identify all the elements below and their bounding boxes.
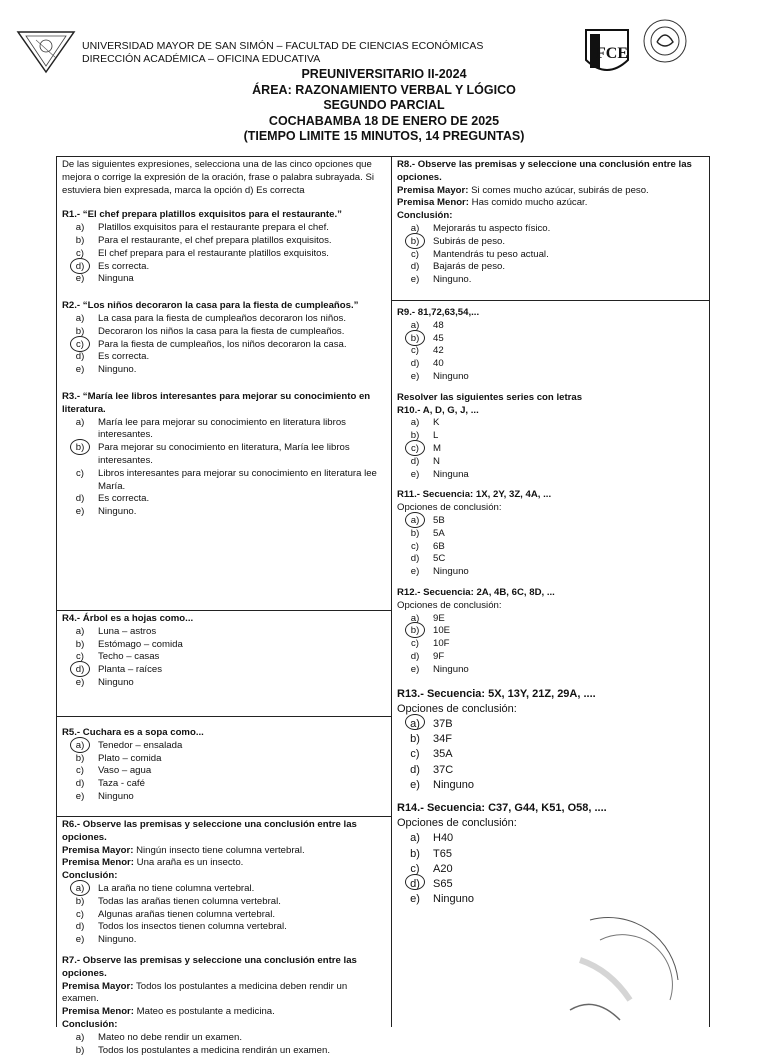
answer-circle-icon bbox=[405, 233, 425, 249]
question-r4: R4.- Árbol es a hojas como... bbox=[62, 613, 194, 624]
analogy-r4 bbox=[57, 611, 391, 717]
options-subtitle: Opciones de conclusión: bbox=[397, 502, 502, 514]
option-item[interactable]: c) Vaso – agua bbox=[76, 765, 152, 777]
analogy-r5 bbox=[57, 717, 391, 817]
options-r3 bbox=[62, 417, 386, 519]
question-r1: R1.- “El chef prepara platillos exquisitos para el restaurante.” bbox=[62, 209, 342, 221]
option-item[interactable]: d) Bajarás de peso. bbox=[410, 261, 505, 273]
option-item-marked[interactable]: b) 45 bbox=[397, 333, 704, 346]
premise-major: Premisa Mayor: Ningún insecto tiene columna vertebral. bbox=[62, 844, 305, 856]
option-item[interactable]: b) 34F bbox=[410, 733, 452, 746]
option-item[interactable]: b) Estómago – comida bbox=[75, 638, 183, 650]
left-column bbox=[57, 157, 392, 1056]
exam-grid bbox=[56, 156, 710, 1056]
option-item[interactable]: c) 42 bbox=[411, 345, 444, 357]
institution-line-2: DIRECCIÓN ACADÉMICA – OFICINA EDUCATIVA bbox=[82, 53, 321, 65]
option-item[interactable]: a) H40 bbox=[410, 832, 454, 845]
option-item-marked[interactable]: a) 37B bbox=[397, 717, 704, 732]
premise-major: Premisa Mayor: Todos los postulantes a medicina deben rendir un examen. bbox=[62, 980, 348, 1005]
option-item[interactable]: d) 5C bbox=[410, 553, 446, 565]
option-item[interactable]: c) El chef prepara para el restaurante platillos exquisitos. bbox=[76, 247, 329, 259]
option-item[interactable]: a) Luna – astros bbox=[75, 625, 157, 637]
option-item[interactable]: e) Ninguno. bbox=[75, 364, 137, 376]
option-item[interactable]: e) Ninguno bbox=[410, 778, 474, 791]
option-item[interactable]: b) Para el restaurante, el chef prepara platillos exquisitos. bbox=[75, 234, 332, 246]
question-r10: R10.- A, D, G, J, ... bbox=[397, 404, 479, 416]
verbal-section bbox=[57, 157, 391, 611]
premise-minor: Premisa Menor: Mateo es postulante a medicina. bbox=[62, 1006, 275, 1018]
answer-circle-icon bbox=[405, 330, 425, 346]
option-item[interactable]: a) María lee para mejorar su conocimiento en literatura libros interesantes. bbox=[75, 416, 346, 441]
answer-circle-icon bbox=[70, 880, 90, 896]
question-r6: R6.- Observe las premisas y seleccione una conclusión entre las opciones. bbox=[62, 819, 357, 843]
option-item[interactable]: b) L bbox=[410, 430, 439, 442]
seal-logo-icon bbox=[642, 18, 688, 64]
series-title: Resolver las siguientes series con letras bbox=[397, 391, 583, 403]
title-line: SEGUNDO PARCIAL bbox=[323, 98, 445, 113]
option-item[interactable]: a) Mejorarás tu aspecto físico. bbox=[410, 222, 551, 234]
option-item[interactable]: a) La casa para la fiesta de cumpleaños decoraron los niños. bbox=[75, 312, 346, 324]
document-header bbox=[0, 0, 768, 155]
exam-titles bbox=[0, 67, 768, 145]
answer-circle-icon bbox=[405, 622, 425, 638]
institution-line-1: UNIVERSIDAD MAYOR DE SAN SIMÓN – FACULTAD DE CIENCIAS ECONÓMICAS bbox=[82, 40, 484, 52]
answer-circle-icon bbox=[70, 439, 90, 455]
options-r1 bbox=[62, 222, 386, 286]
title-line: ÁREA: RAZONAMIENTO VERBAL Y LÓGICO bbox=[252, 82, 516, 97]
option-item[interactable]: e) Ninguna bbox=[75, 273, 134, 285]
option-item-marked[interactable]: a) Tenedor – ensalada bbox=[62, 740, 386, 753]
option-item[interactable]: a) 9E bbox=[410, 612, 445, 624]
option-item[interactable]: a) 48 bbox=[410, 319, 444, 331]
option-item[interactable]: d) 37C bbox=[410, 763, 454, 776]
option-item[interactable]: e) Ninguno. bbox=[75, 506, 137, 518]
option-item[interactable]: d) Todos los insectos tienen columna vertebral. bbox=[75, 921, 287, 933]
question-r3: R3.- “María lee libros interesantes para mejorar su conocimiento en literatura. bbox=[62, 390, 371, 415]
answer-circle-icon bbox=[405, 440, 425, 456]
option-item[interactable]: e) Ninguno bbox=[410, 566, 469, 578]
question-r13: R13.- Secuencia: 5X, 13Y, 21Z, 29A, .... bbox=[397, 687, 596, 700]
question-r2: R2.- “Los niños decoraron la casa para la fiesta de cumpleaños.” bbox=[62, 300, 359, 312]
option-item[interactable]: a) Mateo no debe rendir un examen. bbox=[75, 1031, 242, 1043]
option-item[interactable]: b) Decoraron los niños la casa para la fiesta de cumpleaños. bbox=[75, 325, 345, 337]
conclusion-label: Conclusión: bbox=[397, 210, 453, 222]
answer-circle-icon bbox=[70, 258, 90, 274]
option-item-marked[interactable]: d) S65 bbox=[397, 877, 704, 892]
answer-circle-icon bbox=[70, 737, 90, 753]
answer-circle-icon bbox=[70, 661, 90, 677]
institution-name bbox=[82, 40, 483, 66]
instructions: De las siguientes expresiones, selecciona una de las cinco opciones que mejora o corrige la expresión de la oración, frase o palabra subrayada. Si estuviera bien expresada, marca la opción d) Es correcta bbox=[62, 159, 374, 196]
option-item[interactable]: c) Techo – casas bbox=[76, 651, 160, 663]
fce-logo-text: FCE bbox=[596, 45, 628, 62]
option-item[interactable]: e) Ninguno bbox=[410, 893, 474, 906]
option-item[interactable]: d) Es correcta. bbox=[75, 351, 150, 363]
question-r11: R11.- Secuencia: 1X, 2Y, 3Z, 4A, ... bbox=[397, 489, 552, 501]
option-item[interactable]: b) Todas las arañas tienen columna vertebral. bbox=[75, 895, 281, 907]
answer-circle-icon bbox=[405, 874, 425, 890]
premise-minor: Premisa Menor: Una araña es un insecto. bbox=[62, 857, 244, 869]
option-item-marked[interactable]: c) M bbox=[397, 443, 704, 456]
option-item[interactable]: e) Ninguno bbox=[75, 790, 134, 802]
options-r2 bbox=[62, 313, 386, 377]
options-subtitle: Opciones de conclusión: bbox=[397, 599, 502, 611]
option-item[interactable]: c) 6B bbox=[411, 540, 445, 552]
option-item[interactable]: c) 35A bbox=[410, 748, 453, 761]
title-line: COCHABAMBA 18 DE ENERO DE 2025 bbox=[268, 113, 500, 128]
title-line: PREUNIVERSITARIO II-2024 bbox=[301, 67, 467, 81]
option-item-marked[interactable]: d) Es correcta. bbox=[62, 261, 386, 274]
answer-circle-icon bbox=[405, 512, 425, 528]
option-item[interactable]: d) Es correcta. bbox=[75, 493, 150, 505]
option-item-marked[interactable]: d) Planta – raíces bbox=[62, 664, 386, 677]
answer-circle-icon bbox=[405, 714, 425, 730]
option-item[interactable]: e) Ninguno. bbox=[75, 934, 137, 946]
options-subtitle: Opciones de conclusión: bbox=[397, 817, 517, 830]
option-item[interactable]: e) Ninguno. bbox=[410, 274, 472, 286]
option-item[interactable]: e) Ninguno bbox=[410, 663, 469, 675]
syllogism-r8 bbox=[392, 157, 709, 301]
option-item[interactable]: c) Algunas arañas tienen columna vertebral. bbox=[76, 908, 276, 920]
premise-minor: Premisa Menor: Has comido mucho azúcar. bbox=[397, 197, 588, 209]
option-item[interactable]: a) Platillos exquisitos para el restaurante prepara el chef. bbox=[75, 222, 329, 234]
conclusion-label: Conclusión: bbox=[62, 1018, 118, 1030]
option-item[interactable]: b) T65 bbox=[410, 847, 452, 860]
option-item[interactable]: e) Ninguno bbox=[410, 370, 469, 382]
option-item-marked[interactable]: a) 5B bbox=[397, 515, 704, 528]
option-item-marked[interactable]: a) La araña no tiene columna vertebral. bbox=[62, 883, 386, 896]
official-stamp-icon bbox=[560, 900, 680, 1024]
question-r8: R8.- Observe las premisas y seleccione una conclusión entre las opciones. bbox=[397, 159, 692, 183]
option-item[interactable]: c) A20 bbox=[410, 862, 453, 875]
option-item[interactable]: b) Plato – comida bbox=[75, 752, 162, 764]
option-item-marked[interactable]: b) 10E bbox=[397, 625, 704, 638]
syllogism-section-left bbox=[57, 817, 391, 1056]
option-item[interactable]: e) Ninguno bbox=[75, 676, 134, 688]
option-item-marked[interactable]: c) Para la fiesta de cumpleaños, los niños decoraron la casa. bbox=[62, 339, 386, 352]
question-r14: R14.- Secuencia: C37, G44, K51, O58, .... bbox=[397, 801, 607, 814]
option-item[interactable]: d) 9F bbox=[410, 650, 445, 662]
option-item[interactable]: c) Mantendrás tu peso actual. bbox=[411, 248, 549, 260]
conclusion-label: Conclusión: bbox=[62, 870, 118, 882]
option-item[interactable]: b) 5A bbox=[410, 527, 445, 539]
option-item[interactable]: c) 10F bbox=[411, 638, 450, 650]
option-item-marked[interactable]: b) Subirás de peso. bbox=[397, 236, 704, 249]
option-item[interactable]: b) Todos los postulantes a medicina rendirán un examen. bbox=[75, 1044, 330, 1056]
option-item[interactable]: d) Taza - café bbox=[75, 778, 145, 790]
question-r5: R5.- Cuchara es a sopa como... bbox=[62, 727, 204, 738]
question-r7: R7.- Observe las premisas y seleccione una conclusión entre las opciones. bbox=[62, 954, 357, 979]
option-item[interactable]: a) K bbox=[410, 417, 440, 429]
options-subtitle: Opciones de conclusión: bbox=[397, 702, 517, 715]
option-item[interactable]: e) Ninguna bbox=[410, 468, 469, 480]
option-item-marked[interactable]: b) Para mejorar su conocimiento en literatura, María lee libros interesantes. bbox=[62, 442, 386, 468]
option-item[interactable]: d) N bbox=[410, 455, 440, 467]
title-line: (TIEMPO LIMITE 15 MINUTOS, 14 PREGUNTAS) bbox=[243, 129, 525, 144]
question-r12: R12.- Secuencia: 2A, 4B, 6C, 8D, ... bbox=[397, 586, 555, 598]
option-item[interactable]: c) Libros interesantes para mejorar su conocimiento en literatura lee María. bbox=[76, 467, 377, 492]
option-item[interactable]: d) 40 bbox=[410, 358, 444, 370]
question-r9: R9.- 81,72,63,54,... bbox=[397, 307, 480, 318]
premise-major: Premisa Mayor: Si comes mucho azúcar, subirás de peso. bbox=[397, 184, 649, 196]
answer-circle-icon bbox=[70, 336, 90, 352]
